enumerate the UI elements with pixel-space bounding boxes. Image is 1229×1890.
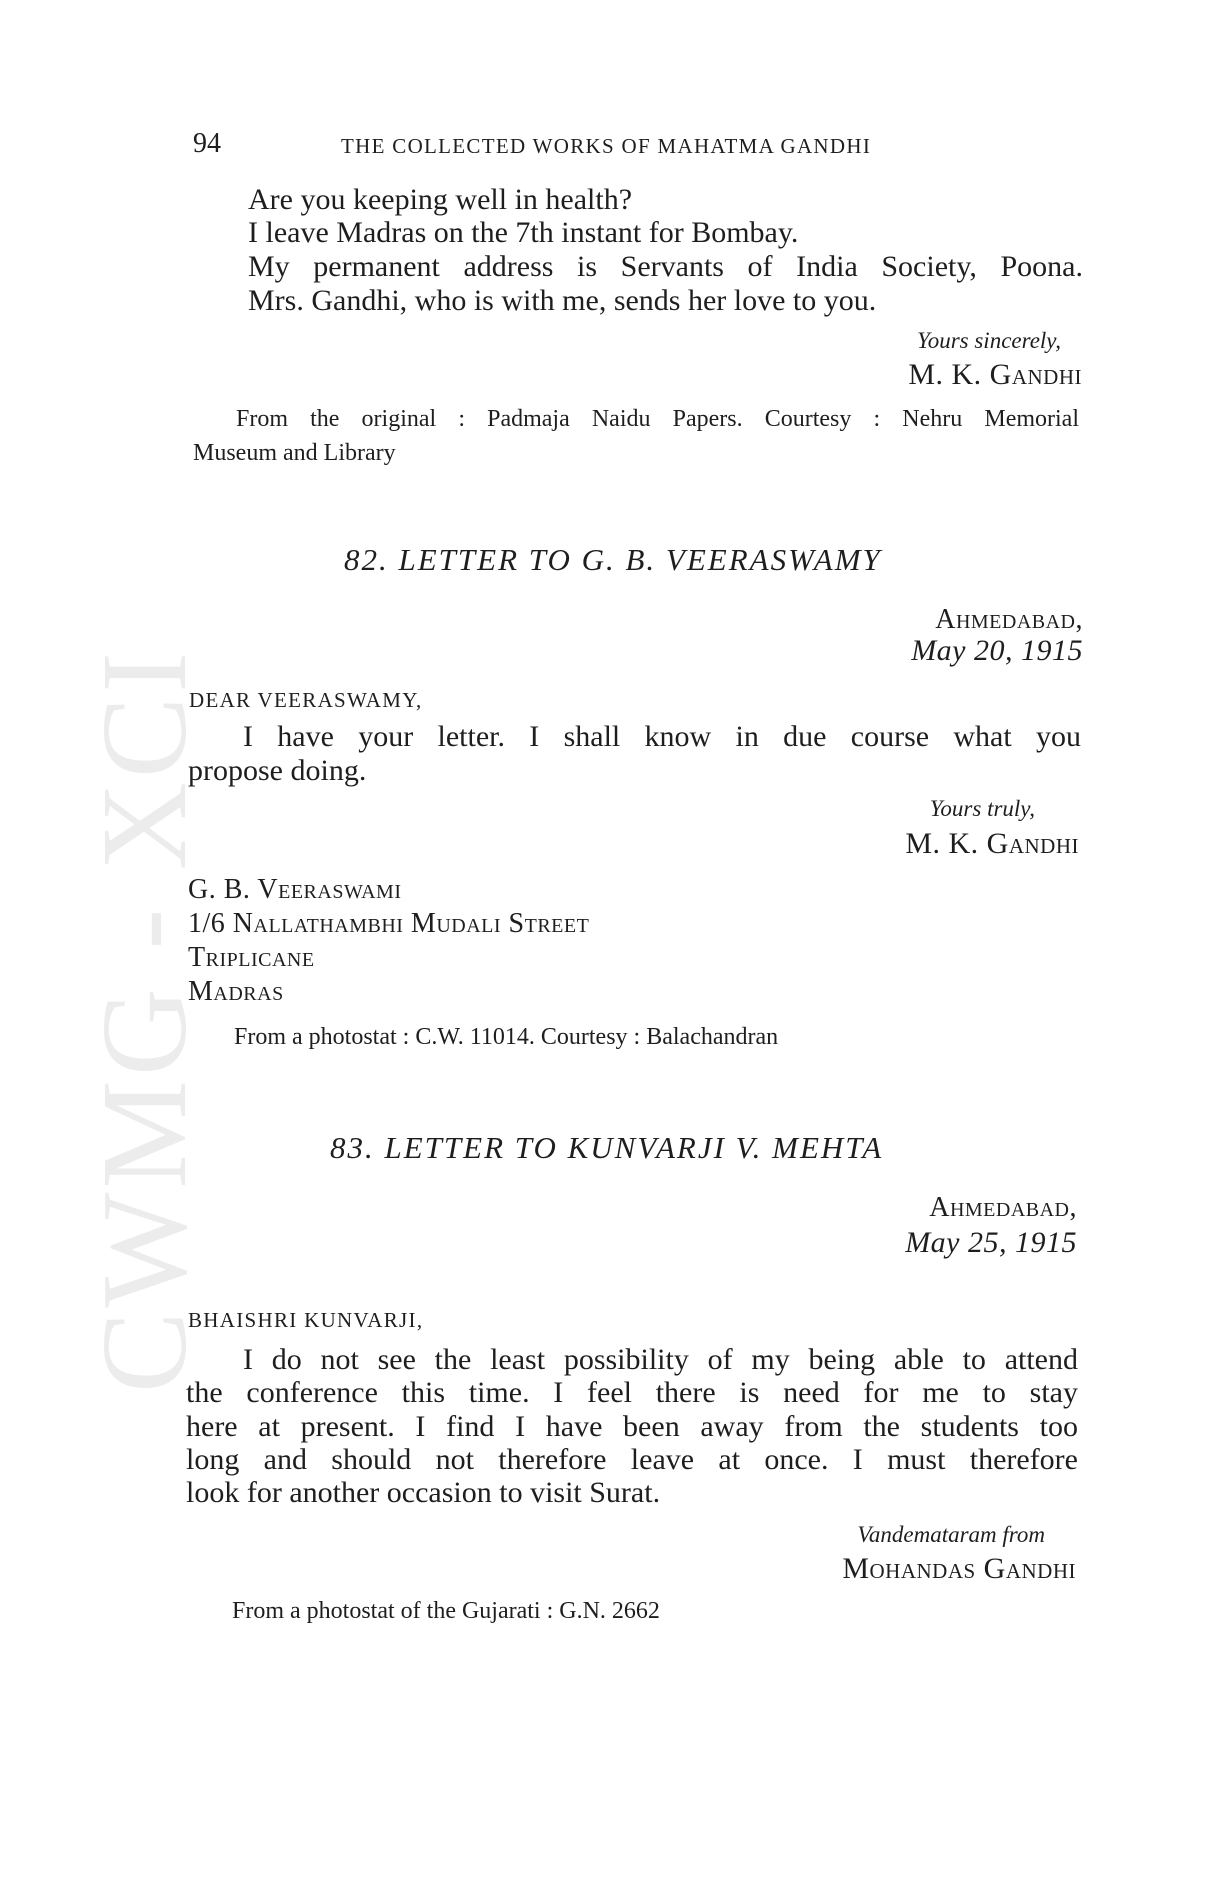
letter82-heading: 82. LETTER TO G. B. VEERASWAMY xyxy=(344,542,882,577)
letter81-line-3: My permanent address is Servants of India Society, Poona. xyxy=(248,250,1083,283)
letter83-body-3: here at present. I find I have been away from the students too xyxy=(186,1410,1078,1443)
letter82-place: Ahmedabad, xyxy=(935,604,1083,635)
letter83-heading: 83. LETTER TO KUNVARJI V. MEHTA xyxy=(330,1130,884,1165)
letter81-signature: M. K. Gandhi xyxy=(908,358,1082,391)
letter83-body-5: look for another occasion to visit Surat. xyxy=(186,1476,661,1509)
letter82-address-name: G. B. Veeraswami xyxy=(188,874,402,905)
letter82-signature: M. K. Gandhi xyxy=(905,827,1079,860)
letter81-closing: Yours sincerely, xyxy=(917,328,1061,353)
letter83-salutation: BHAISHRI KUNVARJI, xyxy=(188,1308,424,1332)
watermark: CWMG - XCI xyxy=(77,648,212,1393)
letter81-source-1: From the original : Padmaja Naidu Papers. Courtesy : Nehru Memorial xyxy=(236,406,1079,432)
letter82-closing: Yours truly, xyxy=(929,796,1035,821)
letter82-address-locality: Triplicane xyxy=(188,942,315,973)
letter81-line-1: Are you keeping well in health? xyxy=(248,183,633,216)
letter83-body-4: long and should not therefore leave at once. I must therefore xyxy=(186,1443,1078,1476)
letter83-body-1: I do not see the least possibility of my being able to attend xyxy=(243,1343,1078,1376)
letter83-source: From a photostat of the Gujarati : G.N. 2662 xyxy=(232,1598,660,1624)
letter83-date: May 25, 1915 xyxy=(905,1226,1077,1259)
letter82-body-2: propose doing. xyxy=(188,754,367,787)
letter82-address-street: 1/6 Nallathambhi Mudali Street xyxy=(188,908,590,939)
letter81-line-4: Mrs. Gandhi, who is with me, sends her love to you. xyxy=(248,284,877,317)
letter82-body-1: I have your letter. I shall know in due course what you xyxy=(243,720,1081,753)
letter81-line-2: I leave Madras on the 7th instant for Bombay. xyxy=(248,216,799,249)
letter83-body-2: the conference this time. I feel there is need for me to stay xyxy=(186,1376,1078,1409)
running-title: THE COLLECTED WORKS OF MAHATMA GANDHI xyxy=(341,134,872,158)
letter82-salutation: DEAR VEERASWAMY, xyxy=(189,688,423,712)
letter83-place: Ahmedabad, xyxy=(929,1192,1077,1223)
letter83-closing: Vandemataram from xyxy=(857,1522,1045,1547)
letter82-date: May 20, 1915 xyxy=(911,634,1083,667)
letter82-address-city: Madras xyxy=(188,976,284,1007)
letter82-source: From a photostat : C.W. 11014. Courtesy : Balachandran xyxy=(234,1024,779,1050)
letter83-signature: Mohandas Gandhi xyxy=(842,1552,1076,1585)
letter81-source-2: Museum and Library xyxy=(193,440,396,466)
page-number: 94 xyxy=(193,128,221,159)
